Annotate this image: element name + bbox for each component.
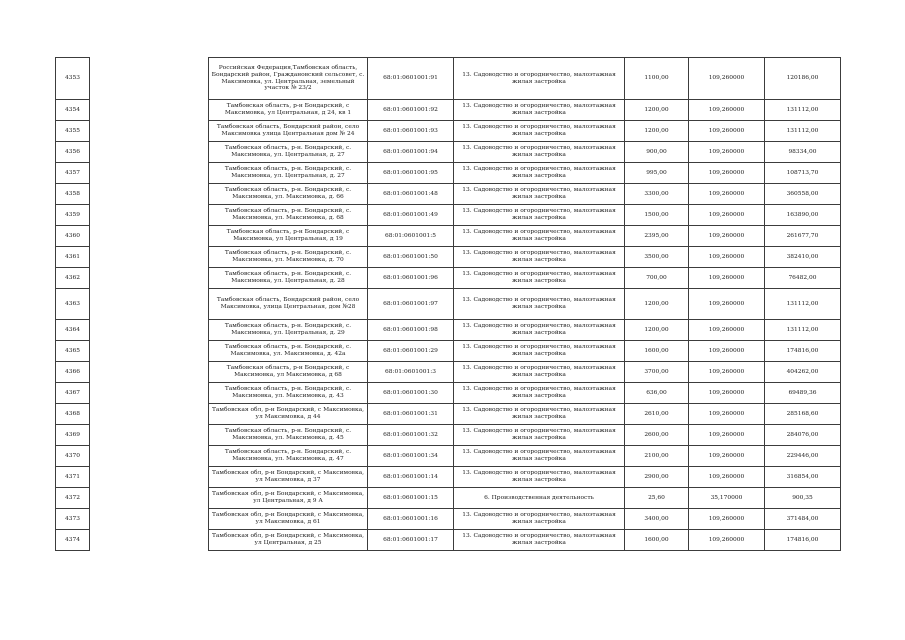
blank-cell [90, 404, 209, 425]
row-number: 4353 [56, 58, 90, 100]
cadastral-value-cell: 131112,00 [765, 100, 841, 121]
blank-cell [90, 247, 209, 268]
row-number: 4363 [56, 289, 90, 320]
cadastral-value-cell: 900,35 [765, 488, 841, 509]
land-use-cell: 13. Садоводство и огородничество, малоэтажная жилая застройка [454, 100, 625, 121]
unit-value-cell: 109,260000 [689, 121, 765, 142]
cadastral-number-cell: 68:01:0601001:91 [368, 58, 454, 100]
row-number: 4366 [56, 362, 90, 383]
row-number: 4357 [56, 163, 90, 184]
unit-value-cell: 109,260000 [689, 226, 765, 247]
cadastral-value-cell: 163890,00 [765, 205, 841, 226]
address-cell: Тамбовская область, р-н Бондарский, с Максимовка, ул Центральная, д 24, кв 1 [209, 100, 368, 121]
cadastral-value-cell: 316854,00 [765, 467, 841, 488]
area-cell: 636,00 [625, 383, 689, 404]
cadastral-number-cell: 68:01:0601001:31 [368, 404, 454, 425]
table-row [56, 100, 841, 121]
land-use-cell: 13. Садоводство и огородничество, малоэтажная жилая застройка [454, 404, 625, 425]
area-cell: 2600,00 [625, 425, 689, 446]
address-cell: Тамбовская область, р-н. Бондарский, с. Максимовка, ул. Центральная, д. 28 [209, 268, 368, 289]
area-cell: 3700,00 [625, 362, 689, 383]
blank-cell [90, 268, 209, 289]
blank-cell [90, 320, 209, 341]
cadastral-value-cell: 108713,70 [765, 163, 841, 184]
cadastral-value-cell: 69489,36 [765, 383, 841, 404]
address-cell: Тамбовская область, р-н. Бондарский, с. Максимовка, ул. Максимовка, д. 68 [209, 205, 368, 226]
unit-value-cell: 109,260000 [689, 268, 765, 289]
address-cell: Тамбовская область, Бондарский район, село Максимовка улица Центральная дом № 24 [209, 121, 368, 142]
row-number: 4354 [56, 100, 90, 121]
cadastral-number-cell: 68:01:0601001:97 [368, 289, 454, 320]
table-row [56, 184, 841, 205]
address-cell: Тамбовская область, р-н. Бондарский, с. Максимовка, ул. Максимовка, д. 47 [209, 446, 368, 467]
cadastral-value-cell: 76482,00 [765, 268, 841, 289]
cadastral-value-cell: 131112,00 [765, 121, 841, 142]
land-use-cell: 13. Садоводство и огородничество, малоэтажная жилая застройка [454, 289, 625, 320]
address-cell: Тамбовская область, р-н. Бондарский, с. Максимовка, ул. Максимовка, д. 42а [209, 341, 368, 362]
area-cell: 995,00 [625, 163, 689, 184]
area-cell: 3500,00 [625, 247, 689, 268]
area-cell: 1600,00 [625, 341, 689, 362]
table-row [56, 247, 841, 268]
cadastral-number-cell: 68:01:0601001:29 [368, 341, 454, 362]
cadastral-number-cell: 68:01:0601001:5 [368, 226, 454, 247]
cadastral-number-cell: 68:01:0601001:98 [368, 320, 454, 341]
row-number: 4369 [56, 425, 90, 446]
table-row [56, 205, 841, 226]
area-cell: 1200,00 [625, 121, 689, 142]
cadastral-value-cell: 284076,00 [765, 425, 841, 446]
address-cell: Тамбовская область, р-н. Бондарский, с. Максимовка, ул. Максимовка, д. 43 [209, 383, 368, 404]
table-row [56, 58, 841, 100]
address-cell: Тамбовская обл, р-н Бондарский, с Максимовка, ул Центральная, д 25 [209, 530, 368, 551]
cadastral-value-cell: 404262,00 [765, 362, 841, 383]
unit-value-cell: 35,170000 [689, 488, 765, 509]
cadastral-number-cell: 68:01:0601001:17 [368, 530, 454, 551]
land-use-cell: 13. Садоводство и огородничество, малоэтажная жилая застройка [454, 509, 625, 530]
cadastral-value-table [55, 57, 841, 551]
unit-value-cell: 109,260000 [689, 289, 765, 320]
area-cell: 1100,00 [625, 58, 689, 100]
unit-value-cell: 109,260000 [689, 530, 765, 551]
land-use-cell: 13. Садоводство и огородничество, малоэтажная жилая застройка [454, 383, 625, 404]
blank-cell [90, 425, 209, 446]
area-cell: 1200,00 [625, 289, 689, 320]
land-use-cell: 13. Садоводство и огородничество, малоэтажная жилая застройка [454, 530, 625, 551]
table-row [56, 268, 841, 289]
address-cell: Тамбовская область, р-н. Бондарский, с. Максимовка, ул. Максимовка, д. 45 [209, 425, 368, 446]
table-row [56, 425, 841, 446]
land-use-cell: 13. Садоводство и огородничество, малоэтажная жилая застройка [454, 247, 625, 268]
address-cell: Тамбовская область, р-н Бондарский, с Максимовка, ул Максимовка, д 68 [209, 362, 368, 383]
address-cell: Тамбовская область, р-н Бондарский, с Максимовка, ул Центральная, д 19 [209, 226, 368, 247]
unit-value-cell: 109,260000 [689, 247, 765, 268]
cadastral-value-cell: 174816,00 [765, 341, 841, 362]
cadastral-number-cell: 68:01:0601001:49 [368, 205, 454, 226]
area-cell: 2900,00 [625, 467, 689, 488]
cadastral-number-cell: 68:01:0601001:92 [368, 100, 454, 121]
area-cell: 1200,00 [625, 320, 689, 341]
cadastral-number-cell: 68:01:0601001:93 [368, 121, 454, 142]
land-use-cell: 6. Производственная деятельность [454, 488, 625, 509]
area-cell: 700,00 [625, 268, 689, 289]
land-use-cell: 13. Садоводство и огородничество, малоэтажная жилая застройка [454, 121, 625, 142]
area-cell: 1200,00 [625, 100, 689, 121]
row-number: 4370 [56, 446, 90, 467]
area-cell: 2610,00 [625, 404, 689, 425]
blank-cell [90, 467, 209, 488]
row-number: 4371 [56, 467, 90, 488]
cadastral-value-cell: 174816,00 [765, 530, 841, 551]
table-row [56, 163, 841, 184]
blank-cell [90, 530, 209, 551]
address-cell: Тамбовская обл, р-н Бондарский, с Максимовка, ул Максимовка, д 37 [209, 467, 368, 488]
unit-value-cell: 109,260000 [689, 509, 765, 530]
cadastral-value-cell: 261677,70 [765, 226, 841, 247]
row-number: 4360 [56, 226, 90, 247]
cadastral-value-cell: 120186,00 [765, 58, 841, 100]
land-use-cell: 13. Садоводство и огородничество, малоэтажная жилая застройка [454, 163, 625, 184]
row-number: 4358 [56, 184, 90, 205]
land-use-cell: 13. Садоводство и огородничество, малоэтажная жилая застройка [454, 425, 625, 446]
blank-cell [90, 488, 209, 509]
unit-value-cell: 109,260000 [689, 58, 765, 100]
table-row [56, 509, 841, 530]
unit-value-cell: 109,260000 [689, 163, 765, 184]
address-cell: Тамбовская область, р-н. Бондарский, с. Максимовка, ул. Максимовка, д. 66 [209, 184, 368, 205]
table-row [56, 121, 841, 142]
unit-value-cell: 109,260000 [689, 100, 765, 121]
row-number: 4364 [56, 320, 90, 341]
unit-value-cell: 109,260000 [689, 467, 765, 488]
unit-value-cell: 109,260000 [689, 446, 765, 467]
land-use-cell: 13. Садоводство и огородничество, малоэтажная жилая застройка [454, 226, 625, 247]
blank-cell [90, 163, 209, 184]
row-number: 4365 [56, 341, 90, 362]
unit-value-cell: 109,260000 [689, 184, 765, 205]
blank-cell [90, 205, 209, 226]
cadastral-number-cell: 68:01:0601001:14 [368, 467, 454, 488]
table-row [56, 404, 841, 425]
cadastral-value-cell: 131112,00 [765, 320, 841, 341]
cadastral-value-cell: 131112,00 [765, 289, 841, 320]
cadastral-number-cell: 68:01:0601001:34 [368, 446, 454, 467]
row-number: 4362 [56, 268, 90, 289]
table-row [56, 226, 841, 247]
area-cell: 1500,00 [625, 205, 689, 226]
land-use-cell: 13. Садоводство и огородничество, малоэтажная жилая застройка [454, 467, 625, 488]
cadastral-number-cell: 68:01:0601001:48 [368, 184, 454, 205]
cadastral-number-cell: 68:01:0601001:15 [368, 488, 454, 509]
blank-cell [90, 142, 209, 163]
table-row [56, 446, 841, 467]
address-cell: Тамбовская область, р-н. Бондарский, с. Максимовка, ул. Максимовка, д. 70 [209, 247, 368, 268]
address-cell: Тамбовская область, р-н. Бондарский, с. Максимовка, ул. Центральная, д. 29 [209, 320, 368, 341]
unit-value-cell: 109,260000 [689, 341, 765, 362]
area-cell: 3300,00 [625, 184, 689, 205]
cadastral-value-cell: 285168,60 [765, 404, 841, 425]
area-cell: 900,00 [625, 142, 689, 163]
land-use-cell: 13. Садоводство и огородничество, малоэтажная жилая застройка [454, 362, 625, 383]
row-number: 4373 [56, 509, 90, 530]
blank-cell [90, 289, 209, 320]
land-use-cell: 13. Садоводство и огородничество, малоэтажная жилая застройка [454, 446, 625, 467]
address-cell: Российская Федерация,Тамбовская область, Бондарский район, Граждановский сельсовет, с. Максимовка, ул. Центральная, земельный участок № 23/2 [209, 58, 368, 100]
blank-cell [90, 184, 209, 205]
table-row [56, 488, 841, 509]
row-number: 4367 [56, 383, 90, 404]
address-cell: Тамбовская обл, р-н Бондарский, с Максимовка, ул Центральная, д 9 А [209, 488, 368, 509]
area-cell: 1600,00 [625, 530, 689, 551]
row-number: 4368 [56, 404, 90, 425]
table-row [56, 142, 841, 163]
unit-value-cell: 109,260000 [689, 425, 765, 446]
table-row [56, 362, 841, 383]
table-row [56, 383, 841, 404]
row-number: 4374 [56, 530, 90, 551]
land-use-cell: 13. Садоводство и огородничество, малоэтажная жилая застройка [454, 320, 625, 341]
cadastral-number-cell: 68:01:0601001:95 [368, 163, 454, 184]
address-cell: Тамбовская область, р-н. Бондарский, с. Максимовка, ул. Центральная, д. 27 [209, 142, 368, 163]
land-use-cell: 13. Садоводство и огородничество, малоэтажная жилая застройка [454, 58, 625, 100]
blank-cell [90, 341, 209, 362]
row-number: 4372 [56, 488, 90, 509]
cadastral-number-cell: 68:01:0601001:94 [368, 142, 454, 163]
blank-cell [90, 362, 209, 383]
land-use-cell: 13. Садоводство и огородничество, малоэтажная жилая застройка [454, 268, 625, 289]
blank-cell [90, 100, 209, 121]
area-cell: 3400,00 [625, 509, 689, 530]
land-use-cell: 13. Садоводство и огородничество, малоэтажная жилая застройка [454, 184, 625, 205]
unit-value-cell: 109,260000 [689, 205, 765, 226]
cadastral-number-cell: 68:01:0601001:50 [368, 247, 454, 268]
cadastral-value-cell: 229446,00 [765, 446, 841, 467]
blank-cell [90, 446, 209, 467]
blank-cell [90, 58, 209, 100]
table-body [56, 58, 841, 551]
table-row [56, 530, 841, 551]
blank-cell [90, 509, 209, 530]
blank-cell [90, 383, 209, 404]
cadastral-number-cell: 68:01:0601001:3 [368, 362, 454, 383]
unit-value-cell: 109,260000 [689, 320, 765, 341]
area-cell: 2100,00 [625, 446, 689, 467]
cadastral-value-cell: 382410,00 [765, 247, 841, 268]
cadastral-number-cell: 68:01:0601001:32 [368, 425, 454, 446]
table-row [56, 289, 841, 320]
area-cell: 25,60 [625, 488, 689, 509]
cadastral-value-cell: 98334,00 [765, 142, 841, 163]
row-number: 4355 [56, 121, 90, 142]
blank-cell [90, 121, 209, 142]
unit-value-cell: 109,260000 [689, 362, 765, 383]
row-number: 4361 [56, 247, 90, 268]
row-number: 4356 [56, 142, 90, 163]
address-cell: Тамбовская область, Бондарский район, село Максимовка, улица Центральная, дом №28 [209, 289, 368, 320]
cadastral-number-cell: 68:01:0601001:30 [368, 383, 454, 404]
unit-value-cell: 109,260000 [689, 404, 765, 425]
cadastral-value-cell: 360558,00 [765, 184, 841, 205]
address-cell: Тамбовская обл, р-н Бондарский, с Максимовка, ул Максимовка, д 44 [209, 404, 368, 425]
land-use-cell: 13. Садоводство и огородничество, малоэтажная жилая застройка [454, 142, 625, 163]
address-cell: Тамбовская область, р-н. Бондарский, с. Максимовка, ул. Центральная, д. 27 [209, 163, 368, 184]
land-use-cell: 13. Садоводство и огородничество, малоэтажная жилая застройка [454, 341, 625, 362]
cadastral-number-cell: 68:01:0601001:96 [368, 268, 454, 289]
address-cell: Тамбовская обл, р-н Бондарский, с Максимовка, ул Максимовка, д 61 [209, 509, 368, 530]
unit-value-cell: 109,260000 [689, 142, 765, 163]
row-number: 4359 [56, 205, 90, 226]
table-row [56, 467, 841, 488]
area-cell: 2395,00 [625, 226, 689, 247]
cadastral-number-cell: 68:01:0601001:16 [368, 509, 454, 530]
blank-cell [90, 226, 209, 247]
cadastral-value-cell: 371484,00 [765, 509, 841, 530]
table-row [56, 341, 841, 362]
unit-value-cell: 109,260000 [689, 383, 765, 404]
land-use-cell: 13. Садоводство и огородничество, малоэтажная жилая застройка [454, 205, 625, 226]
table-row [56, 320, 841, 341]
